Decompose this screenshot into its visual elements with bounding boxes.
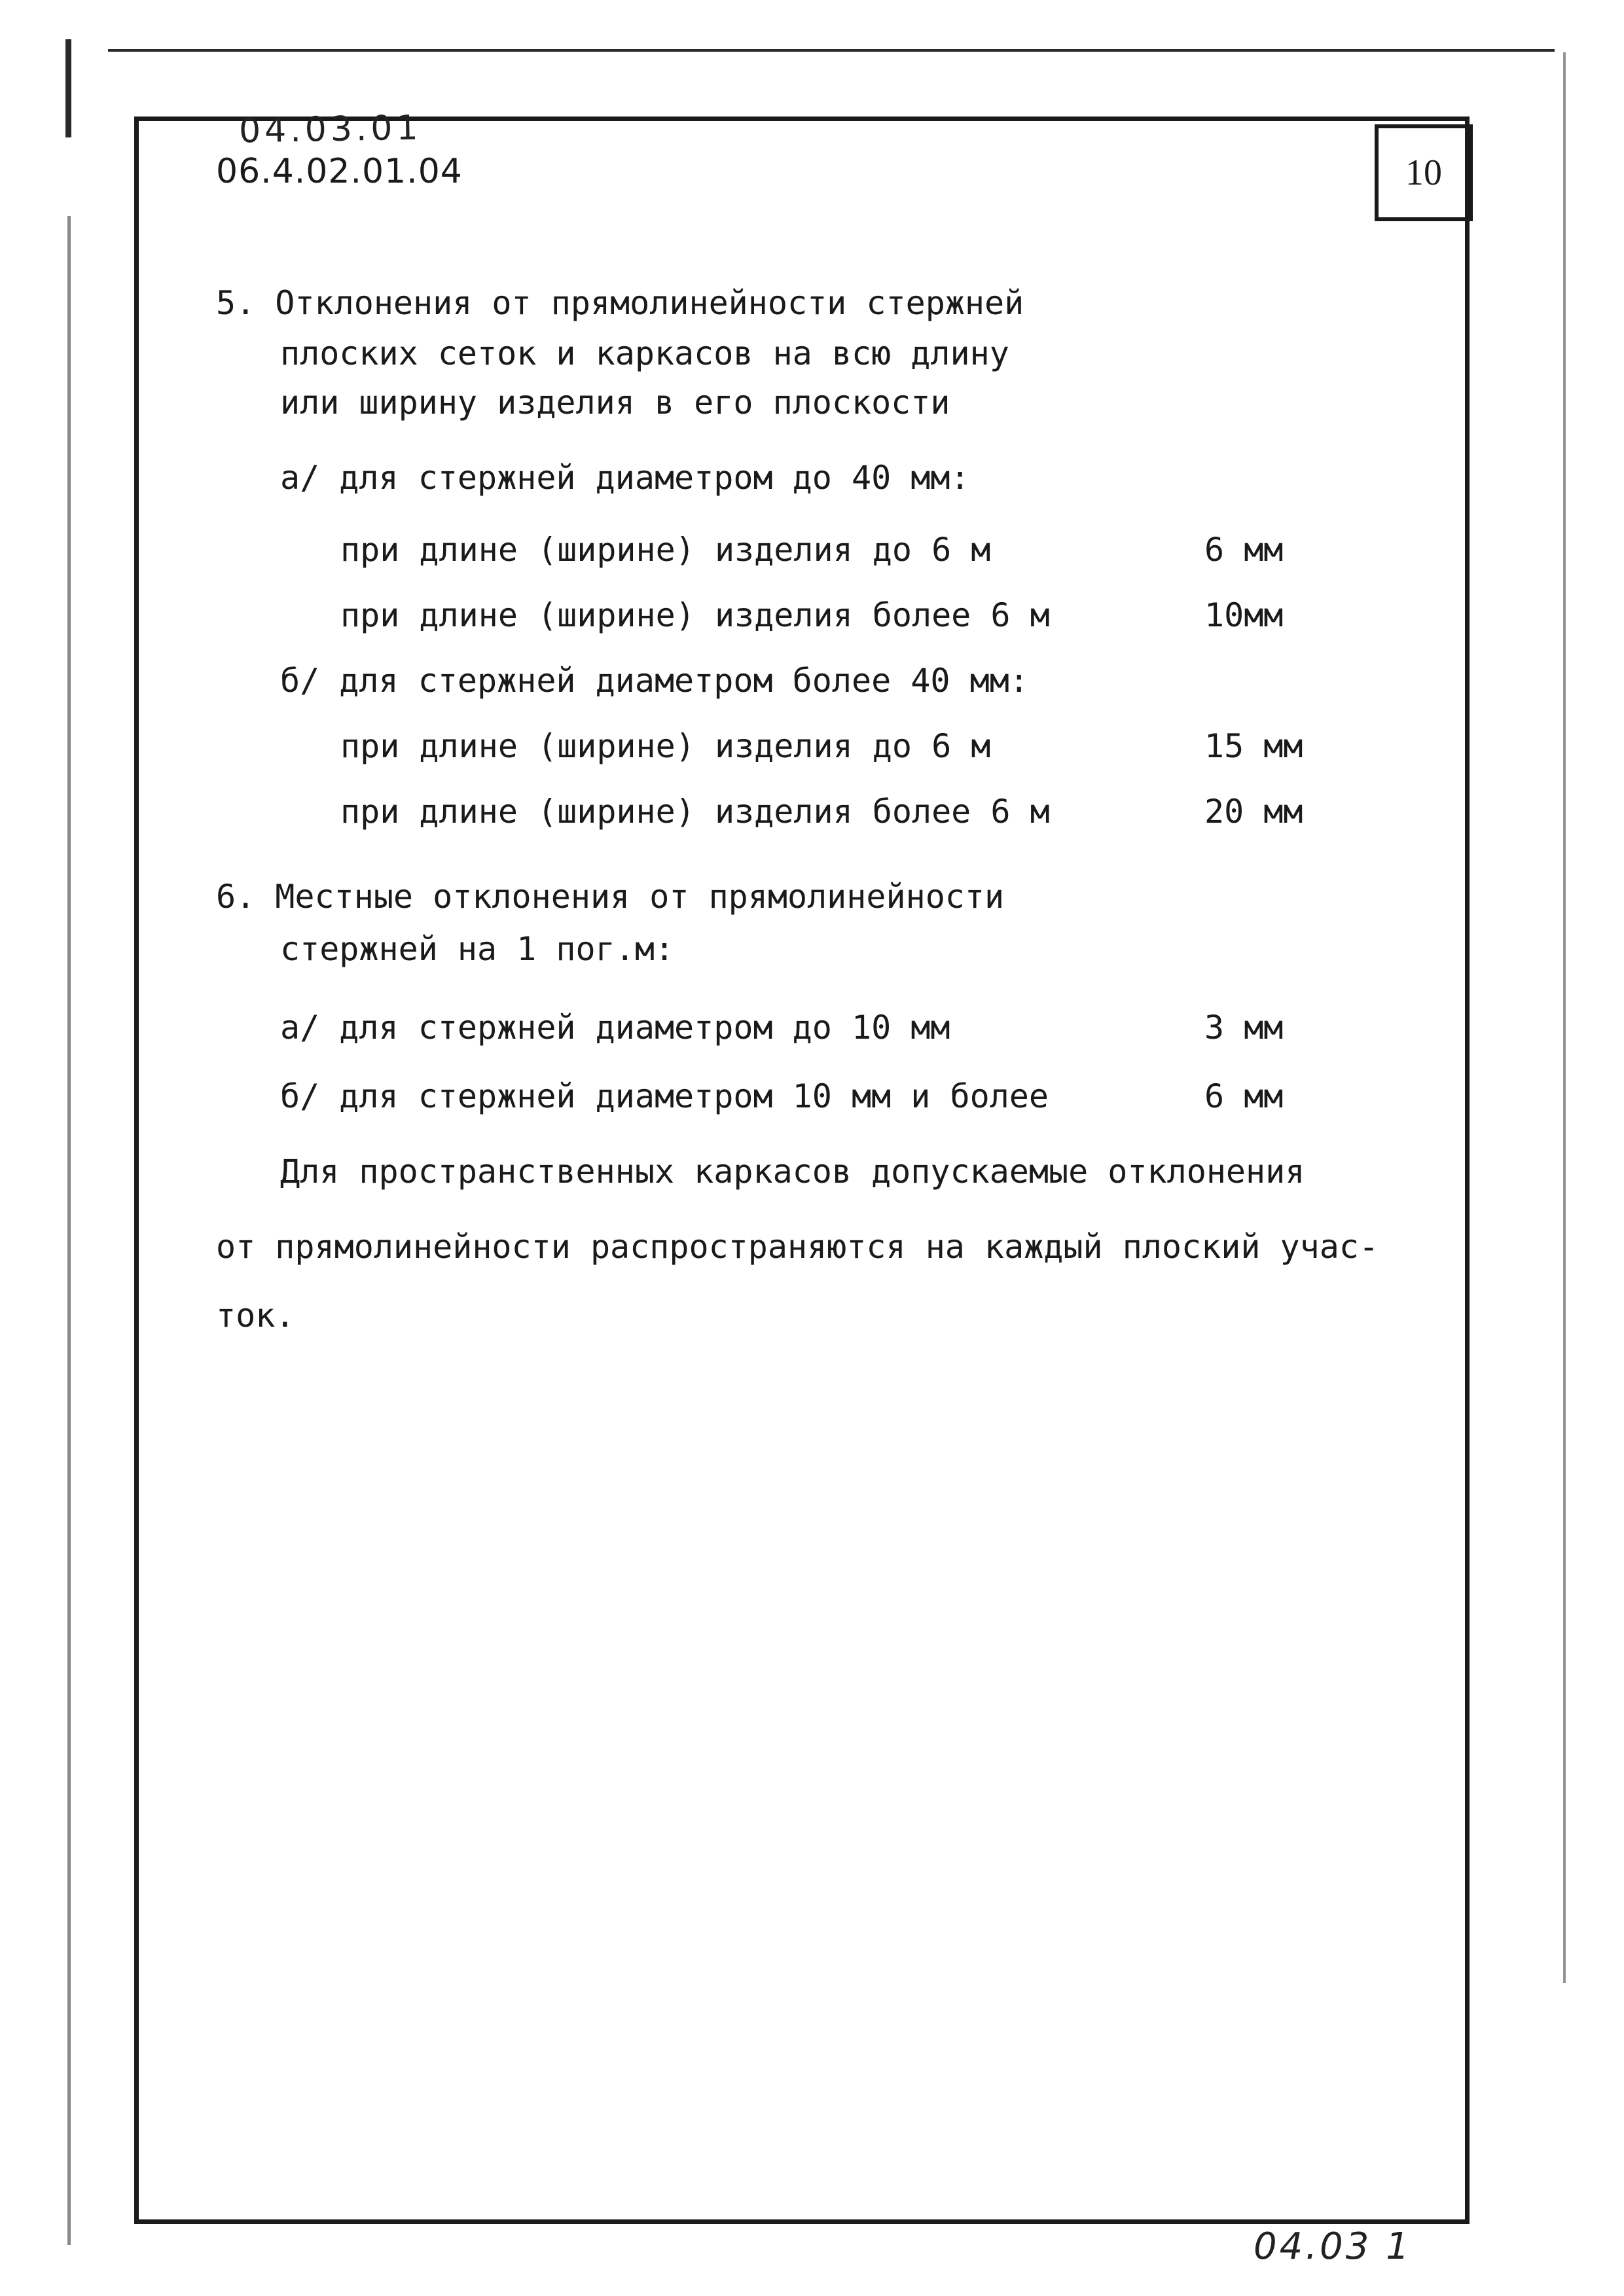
item5-sub-a-row-2-value: 10мм bbox=[1204, 596, 1284, 634]
item5-line-1: 5. Отклонения от прямолинейности стержней bbox=[216, 284, 1024, 322]
item6-line-2: стержней на 1 пог.м: bbox=[280, 930, 675, 968]
item5-line-2: плоских сеток и каркасов на всю длину bbox=[280, 334, 1009, 372]
scan-edge-left bbox=[65, 39, 71, 137]
handwritten-code: 04.03.01 bbox=[238, 108, 423, 151]
item5-sub-a-row-2-text: при длине (ширине) изделия более 6 м bbox=[340, 596, 1050, 634]
footer-handwritten-note: 04.03 1 bbox=[1254, 2225, 1412, 2268]
scan-edge-left-long bbox=[67, 216, 71, 2245]
item6-line-1: 6. Местные отклонения от прямолинейности bbox=[216, 878, 1005, 916]
document-code: 06.4.02.01.04 bbox=[216, 152, 463, 191]
item6-row-2-text: б/ для стержней диаметром 10 мм и более bbox=[280, 1077, 1049, 1115]
item5-sub-b-title: б/ для стержней диаметром более 40 мм: bbox=[280, 662, 1029, 700]
note-line-3: ток. bbox=[216, 1297, 295, 1335]
item5-sub-a-row-1-value: 6 мм bbox=[1204, 531, 1284, 569]
item6-row-1-text: а/ для стержней диаметром до 10 мм bbox=[280, 1009, 950, 1047]
item6-row-1-value: 3 мм bbox=[1204, 1009, 1284, 1047]
item5-sub-a-title: а/ для стержней диаметром до 40 мм: bbox=[280, 459, 970, 497]
note-line-1: Для пространственных каркасов допускаемые отклонения bbox=[280, 1153, 1305, 1191]
note-line-2: от прямолинейности распространяются на каждый плоский учас- bbox=[216, 1228, 1379, 1266]
scan-edge-top bbox=[108, 49, 1555, 52]
item5-sub-b-row-2-text: при длине (ширине) изделия более 6 м bbox=[340, 793, 1050, 831]
item5-line-3: или ширину изделия в его плоскости bbox=[280, 384, 950, 422]
item5-sub-b-row-2-value: 20 мм bbox=[1204, 793, 1303, 831]
item6-row-2-value: 6 мм bbox=[1204, 1077, 1284, 1115]
item5-sub-b-row-1-text: при длине (ширине) изделия до 6 м bbox=[340, 727, 991, 765]
scan-edge-right bbox=[1563, 52, 1566, 1983]
item5-sub-b-row-1-value: 15 мм bbox=[1204, 727, 1303, 765]
page-number: 10 bbox=[1375, 124, 1473, 221]
item5-sub-a-row-1-text: при длине (ширине) изделия до 6 м bbox=[340, 531, 991, 569]
